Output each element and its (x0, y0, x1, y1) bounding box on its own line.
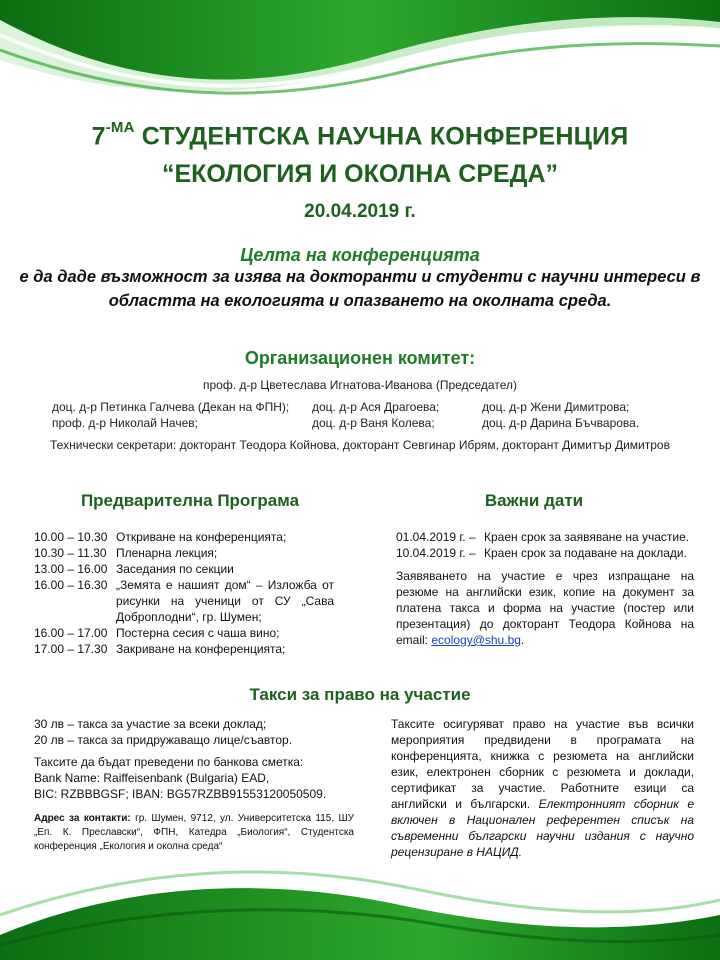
bank-bic-iban: BIC: RZBBBGSF; IBAN: BG57RZBB91553120050509. (34, 787, 327, 801)
title-suffix: -МА (105, 119, 135, 136)
bottom-green-swoosh (0, 845, 720, 960)
program-event: Постерна сесия с чаша вино; (116, 626, 280, 640)
fee-line: 20 лв – такса за придружаващо лице/съавтор. (34, 733, 293, 747)
date-item (396, 529, 694, 545)
fees-heading: Такси за право на участие (249, 685, 471, 704)
committee-member: доц. д-р Ваня Колева; (312, 416, 435, 430)
program-event: Заседания по секции (116, 562, 234, 576)
program-event: „Земята е нашият дом“ – Изложба от рисунки на ученици от СУ „Сава Доброплодни“, гр. Шумен; (116, 578, 334, 624)
committee-member: доц. д-р Дарина Бъчварова. (482, 416, 640, 430)
program-item (34, 641, 334, 657)
program-time: 13.00 – 16.00 (34, 562, 108, 576)
contact-address (34, 812, 354, 854)
committee-heading: Организационен комитет: (244, 348, 476, 368)
address-label: Адрес за контакти: (34, 813, 131, 824)
conference-title (0, 119, 720, 151)
program-item (34, 577, 334, 625)
program-item (34, 545, 334, 561)
conference-subtitle: “ЕКОЛОГИЯ И ОКОЛНА СРЕДА” (161, 160, 559, 188)
contact-email-link[interactable]: ecology@shu.bg (431, 633, 521, 647)
program-heading: Предварителна Програма (80, 491, 300, 510)
dates-heading: Важни дати (484, 491, 584, 510)
committee-member: доц. д-р Жени Димитрова; (482, 400, 630, 414)
program-time: 10.00 – 10.30 (34, 530, 108, 544)
committee-members (52, 399, 672, 431)
dates-list (396, 529, 694, 648)
registration-note (396, 568, 694, 648)
top-green-swoosh (0, 0, 720, 110)
date-item (396, 545, 694, 561)
bank-name: Bank Name: Raiffeisenbank (Bulgaria) EAD, (34, 771, 270, 785)
program-time: 10.30 – 11.30 (34, 546, 107, 560)
committee-member: доц. д-р Петинка Галчева (Декан на ФПН); (52, 400, 290, 414)
program-item (34, 529, 334, 545)
goal-text: е да даде възможност за изява на докторанти и студенти с научни интереси в областта на екологията и опазването на околната среда. (19, 268, 701, 310)
conference-date: 20.04.2019 г. (304, 201, 416, 222)
committee-member: доц. д-р Ася Драгоева; (312, 400, 440, 414)
deadline-date: 10.04.2019 г. – (396, 546, 476, 560)
bank-intro: Таксите да бъдат преведени по банкова сметка: (34, 755, 304, 769)
fee-line: 30 лв – такса за участие за всеки доклад; (34, 717, 267, 731)
program-event: Закриване на конференцията; (116, 642, 286, 656)
deadline-text: Краен срок за заявяване на участие. (484, 530, 690, 544)
committee-chair: проф. д-р Цветеслава Игнатова-Иванова (Председател) (203, 378, 517, 392)
program-event: Пленарна лекция; (116, 546, 218, 560)
fees-left (34, 716, 364, 854)
program-time: 16.00 – 16.30 (34, 578, 108, 592)
fees-coverage-text: Таксите осигуряват право на участие във всички мероприятия предвидени в програмата на конференцията, книжка с резюмета на английски език, електронен сборник с резюмета и доклади, сертификат за участие. Работните езици са английски и български. (391, 717, 694, 811)
program-event: Откриване на конференцията; (116, 530, 287, 544)
deadline-date: 01.04.2019 г. – (396, 530, 476, 544)
program-item (34, 625, 334, 641)
program-list (34, 529, 334, 657)
committee-member: проф. д-р Николай Начев; (52, 416, 198, 430)
technical-secretaries: Технически секретари: докторант Теодора Койнова, докторант Севгинар Ибрям, докторант Димитър Димитров (50, 438, 670, 452)
title-rest: СТУДЕНТСКА НАУЧНА КОНФЕРЕНЦИЯ (134, 122, 629, 151)
fees-right (391, 716, 694, 860)
address-text: гр. Шумен, 9712, ул. Университетска 115, ШУ „Еп. К. Преславски“, ФПН, Катедра „Биология“, Студентска конференция „Екология и околна среда“ (34, 813, 354, 852)
goal-heading: Целта на конференцията (240, 245, 480, 265)
deadline-text: Краен срок за подаване на доклади. (484, 546, 687, 560)
title-number: 7 (91, 122, 106, 151)
program-time: 17.00 – 17.30 (34, 642, 108, 656)
program-time: 16.00 – 17.00 (34, 626, 108, 640)
program-item (34, 561, 334, 577)
registration-note-text: Заявяването на участие е чрез изпращане на резюме на английски език, копие на документ за платена такса и форма на участие (постер или презентация) до докторант Теодора Койнова на email: (396, 569, 694, 647)
registration-note-end: . (520, 633, 525, 647)
fees-collection-note: Електронният сборник е включен в Национален референтен списък на съвременни български научни издания с научно рецензиране в НАЦИД. (391, 797, 694, 859)
